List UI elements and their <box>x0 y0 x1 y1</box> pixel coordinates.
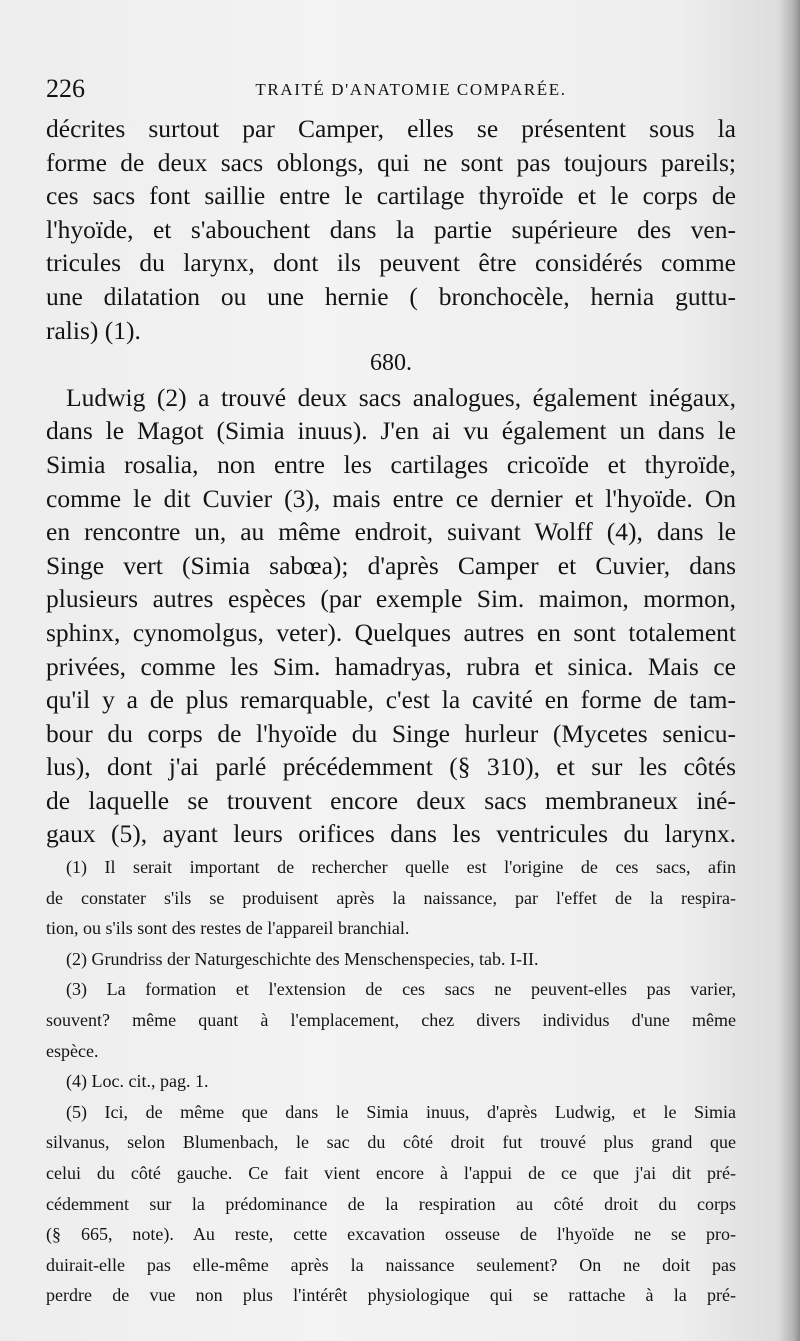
text-line: tricules du larynx, dont ils peuvent être considérés comme <box>46 248 736 278</box>
footnote-line: (1) Il serait important de rechercher quelle est l'origine de ces sacs, afin <box>66 857 736 877</box>
text-line: en rencontre un, au même endroit, suivant Wolff (4), dans le <box>46 517 736 547</box>
footnote-line: espèce. <box>46 1040 99 1061</box>
text-line: Singe vert (Simia sabœa); d'après Camper et Cuvier, dans <box>46 550 736 580</box>
footnote-line: celui du côté gauche. Ce fait vient encore à l'appui de ce que j'ai dit pré- <box>46 1162 736 1183</box>
footnote-line: perdre de vue non plus l'intérêt physiologique qui se rattache à la pré- <box>46 1285 736 1306</box>
text-line: l'hyoïde, et s'abouchent dans la partie supérieure des ven- <box>46 214 736 244</box>
footnote-line: (§ 665, note). Au reste, cette excavation osseuse de l'hyoïde ne se pro- <box>46 1224 736 1245</box>
text-line: forme de deux sacs oblongs, qui ne sont pas toujours pareils; <box>46 147 736 177</box>
page-number: 226 <box>46 74 85 103</box>
page-header <box>46 74 736 108</box>
footnote-line: silvanus, selon Blumenbach, le sac du côté droit fut trouvé plus grand que <box>46 1132 736 1153</box>
footnote-line: souvent? même quant à l'emplacement, chez divers individus d'une même <box>46 1009 736 1030</box>
text-line: décrites surtout par Camper, elles se présentent sous la <box>46 114 736 143</box>
page-edge-shadow <box>778 0 800 1341</box>
text-line: Ludwig (2) a trouvé deux sacs analogues, également inégaux, <box>66 382 736 412</box>
footnotes <box>46 852 736 1311</box>
text-line: bour du corps de l'hyoïde du Singe hurleur (Mycetes senicu- <box>46 718 736 748</box>
footnote-line: (5) Ici, de même que dans le Simia inuus, d'après Ludwig, et le Simia <box>66 1101 736 1122</box>
text-line: plusieurs autres espèces (par exemple Sim. maimon, mormon, <box>46 584 736 614</box>
text-line: privées, comme les Sim. hamadryas, rubra et sinica. Mais ce <box>46 651 736 681</box>
footnote-line: (3) La formation et l'extension de ces sacs ne peuvent-elles pas varier, <box>66 979 736 1000</box>
text-line: dans le Magot (Simia inuus). J'en ai vu également un dans le <box>46 416 736 446</box>
section-number: 680. <box>370 350 412 377</box>
text-line: comme le dit Cuvier (3), mais entre ce dernier et l'hyoïde. On <box>46 483 736 513</box>
text-line: Simia rosalia, non entre les cartilages cricoïde et thyroïde, <box>46 449 736 479</box>
text-line: ralis) (1). <box>46 315 141 345</box>
text-line: sphinx, cynomolgus, veter). Quelques autres en sont totalement <box>46 617 736 647</box>
footnote-line: de constater s'ils se produisent après la naissance, par l'effet de la respira- <box>46 887 736 908</box>
main-text <box>46 112 736 851</box>
footnote-line: tion, ou s'ils sont des restes de l'appareil branchial. <box>46 918 410 939</box>
footnote-line: (2) Grundriss der Naturgeschichte des Menschenspecies, tab. I-II. <box>66 948 539 969</box>
footnote-line: cédemment sur la prédominance de la respiration au côté droit du corps <box>46 1193 736 1214</box>
text-line: lus), dont j'ai parlé précédemment (§ 310), et sur les côtés <box>46 752 736 782</box>
text-line: ces sacs font saillie entre le cartilage thyroïde et le corps de <box>46 181 736 211</box>
footnote-line: (4) Loc. cit., pag. 1. <box>66 1071 209 1092</box>
footnote-line: duirait-elle pas elle-même après la naissance seulement? On ne doit pas <box>46 1254 736 1275</box>
running-title: TRAITÉ D'ANATOMIE COMPARÉE. <box>255 80 567 99</box>
text-line: qu'il y a de plus remarquable, c'est la cavité en forme de tam- <box>46 685 736 715</box>
text-line: gaux (5), ayant leurs orifices dans les ventricules du larynx. <box>46 819 736 849</box>
text-line: de laquelle se trouvent encore deux sacs membraneux iné- <box>46 785 736 815</box>
text-line: une dilatation ou une hernie ( bronchocèle, hernia guttu- <box>46 281 736 311</box>
